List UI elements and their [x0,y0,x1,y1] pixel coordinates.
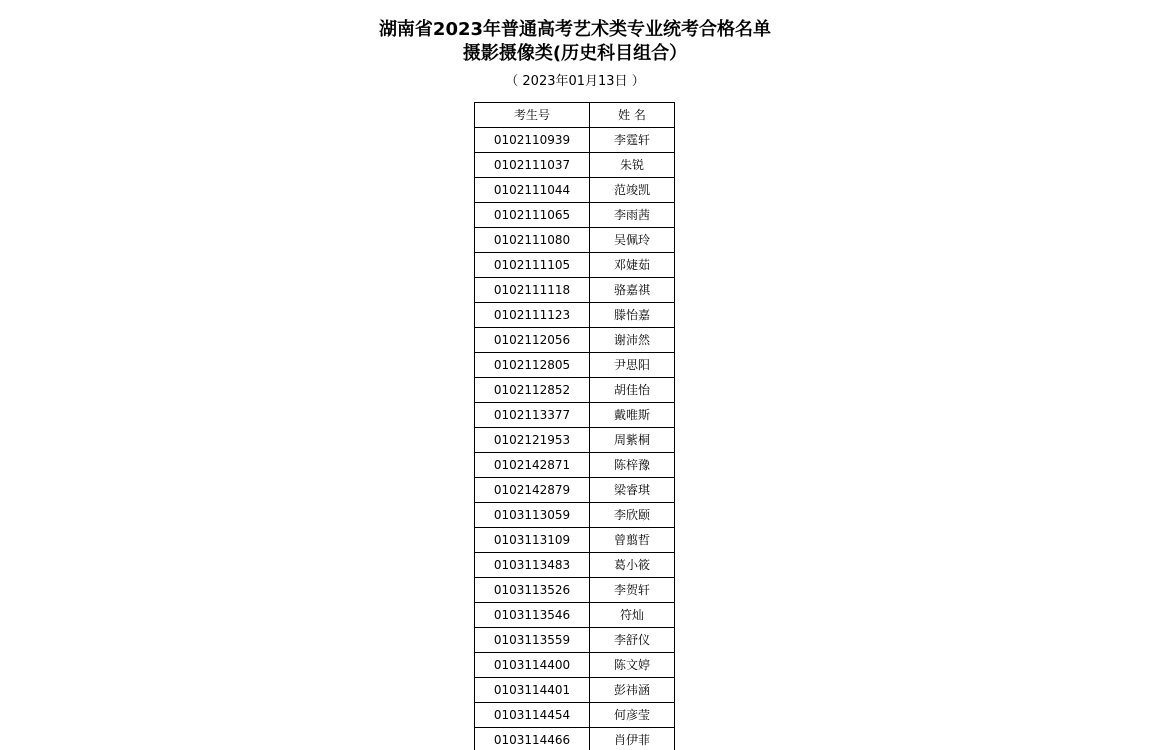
name-cell: 尹思阳 [590,353,675,378]
exam-number-cell: 0102111118 [475,278,590,303]
name-cell: 范竣凯 [590,178,675,203]
name-cell: 陈文婷 [590,653,675,678]
name-cell: 李舒仪 [590,628,675,653]
table-row [475,203,675,228]
table-row [475,328,675,353]
exam-number-cell: 0103113526 [475,578,590,603]
name-cell: 邓婕茹 [590,253,675,278]
table-row [475,128,675,153]
table-row [475,603,675,628]
table-row [475,503,675,528]
exam-number-cell: 0102142879 [475,478,590,503]
table-row [475,353,675,378]
table-row [475,703,675,728]
column-header-exam-number: 考生号 [475,103,590,128]
table-row [475,678,675,703]
name-cell: 葛小筱 [590,553,675,578]
table-row [475,728,675,750]
name-cell: 李欣颐 [590,503,675,528]
exam-number-cell: 0103114454 [475,703,590,728]
name-cell: 何彦莹 [590,703,675,728]
table-row [475,653,675,678]
exam-number-cell: 0102112056 [475,328,590,353]
exam-number-cell: 0102112852 [475,378,590,403]
table-row [475,303,675,328]
table-row [475,578,675,603]
name-cell: 李雨茜 [590,203,675,228]
exam-number-cell: 0103113483 [475,553,590,578]
name-cell: 符灿 [590,603,675,628]
name-cell: 滕怡嘉 [590,303,675,328]
name-cell: 李霆轩 [590,128,675,153]
table-row [475,628,675,653]
exam-number-cell: 0102111080 [475,228,590,253]
name-cell: 朱锐 [590,153,675,178]
exam-number-cell: 0103114400 [475,653,590,678]
table-row [475,378,675,403]
table-header-row [475,103,675,128]
name-cell: 曾翦哲 [590,528,675,553]
exam-number-cell: 0102112805 [475,353,590,378]
name-cell: 周紫桐 [590,428,675,453]
table-row [475,428,675,453]
name-cell: 李贺轩 [590,578,675,603]
column-header-name: 姓 名 [590,103,675,128]
exam-number-cell: 0102111044 [475,178,590,203]
name-cell: 戴唯斯 [590,403,675,428]
table-row [475,253,675,278]
name-cell: 谢沛然 [590,328,675,353]
exam-number-cell: 0103113559 [475,628,590,653]
exam-number-cell: 0102111065 [475,203,590,228]
table-row [475,553,675,578]
table-row [475,153,675,178]
exam-number-cell: 0103113546 [475,603,590,628]
table-row [475,403,675,428]
page-title: 湖南省2023年普通高考艺术类专业统考合格名单 [378,19,772,40]
page-subtitle: 摄影摄像类(历史科目组合） [462,43,688,64]
table-row [475,528,675,553]
table-row [475,453,675,478]
name-cell: 彭祎涵 [590,678,675,703]
exam-number-cell: 0103114401 [475,678,590,703]
exam-number-cell: 0102113377 [475,403,590,428]
table-body [475,128,675,750]
name-cell: 骆嘉祺 [590,278,675,303]
publish-date: （ 2023年01月13日 ） [505,74,645,89]
exam-number-cell: 0103114466 [475,728,590,750]
exam-number-cell: 0102111123 [475,303,590,328]
name-cell: 梁睿琪 [590,478,675,503]
exam-number-cell: 0103113109 [475,528,590,553]
name-cell: 肖伊菲 [590,728,675,750]
exam-number-cell: 0102110939 [475,128,590,153]
name-cell: 陈梓豫 [590,453,675,478]
qualified-list-table [474,102,675,750]
exam-number-cell: 0102111105 [475,253,590,278]
table-row [475,178,675,203]
table-row [475,278,675,303]
name-cell: 胡佳怡 [590,378,675,403]
exam-number-cell: 0102111037 [475,153,590,178]
exam-number-cell: 0102142871 [475,453,590,478]
exam-number-cell: 0102121953 [475,428,590,453]
exam-number-cell: 0103113059 [475,503,590,528]
table-row [475,228,675,253]
name-cell: 吴佩玲 [590,228,675,253]
table-row [475,478,675,503]
